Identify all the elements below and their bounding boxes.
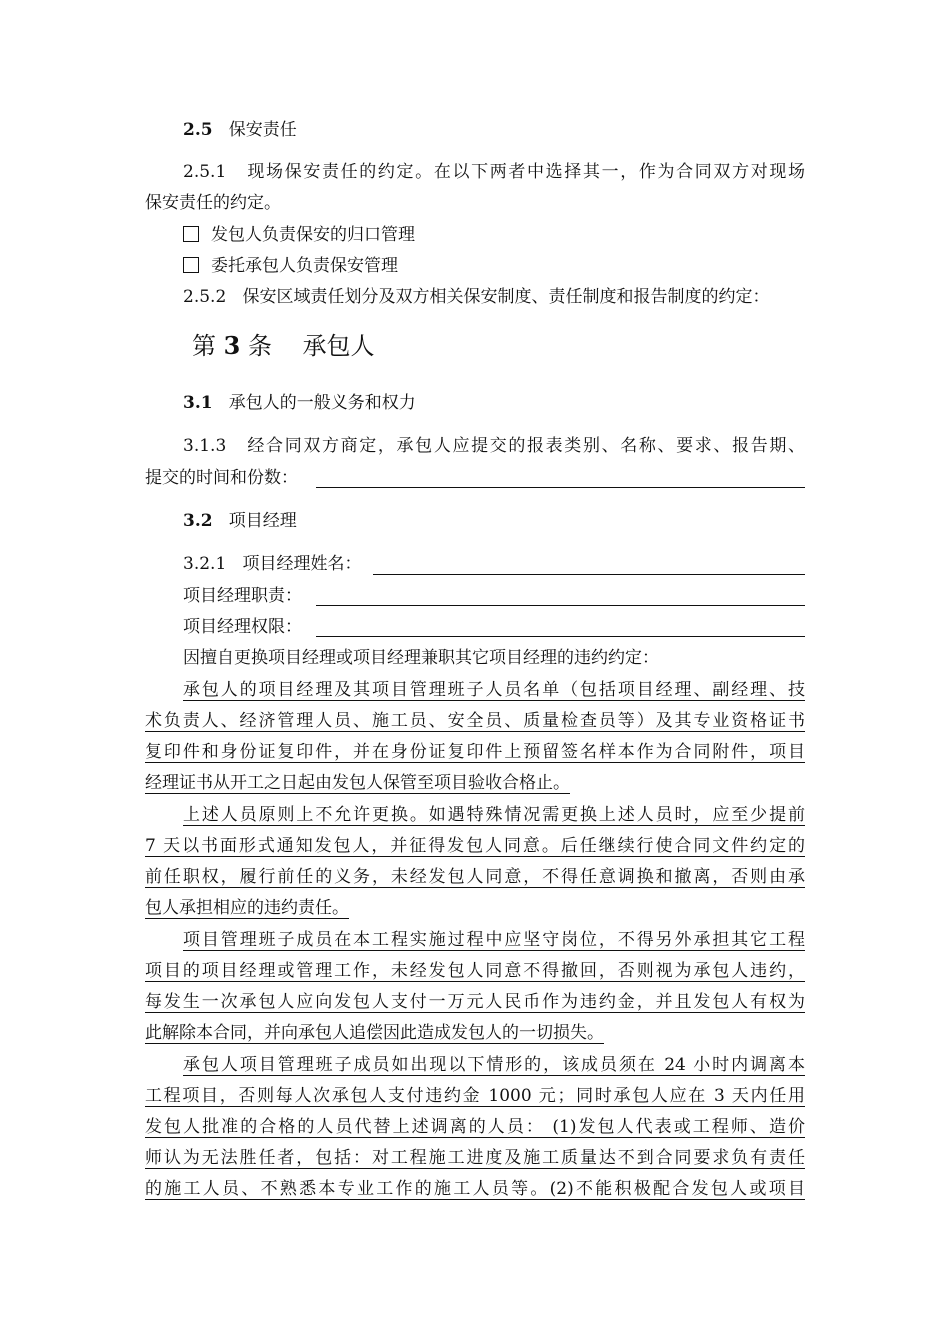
checkbox-icon[interactable] [183,226,199,242]
article-3-heading [192,330,375,362]
clause-text: 现场保安责任的约定。在以下两者中选择其一，作为合同双方对现场 [247,162,805,182]
para4-line2: 工程项目，否则每人次承包人支付违约金 1000 元；同时承包人应在 3 天内任用 [145,1086,805,1106]
article-suffix: 条 [247,332,272,360]
para2-line2: 7 天以书面形式通知发包人，并征得发包人同意。后任继续行使合同文件约定的 [145,836,805,856]
clause-number: 2.5.2 [183,287,227,307]
article-prefix: 第 [192,332,216,360]
pm-duty-blank[interactable] [316,605,805,606]
section-2-5-1-line1 [183,159,805,185]
pm-name-row [183,551,361,577]
clause-number: 3.1.3 [183,436,227,456]
para3-line3: 每发生一次承包人应向发包人支付一万元人民币作为违约金，并且发包人有权为 [145,992,805,1012]
para2-line3: 前任职权，履行前任的义务，未经发包人同意，不得任意调换和撤离，否则由承 [145,867,805,887]
section-3-2-heading [183,508,297,534]
pm-name-label: 项目经理姓名： [242,554,362,574]
clause-number: 2.5.1 [183,162,227,182]
pm-breach-label: 因擅自更换项目经理或项目经理兼职其它项目经理的违约约定： [183,648,659,668]
para3-line4: 此解除本合同，并向承包人追偿因此造成发包人的一切损失。 [145,1023,604,1043]
para1-line3: 复印件和身份证复印件，并在身份证复印件上预留签名样本作为合同附件，项目 [145,742,805,762]
para4-line5: 的施工人员、不熟悉本专业工作的施工人员等。(2)不能积极配合发包人或项目 [145,1179,805,1199]
section-title: 项目经理 [228,511,297,531]
section-title: 保安责任 [228,120,297,140]
clause-number: 3.2.1 [183,554,227,574]
section-2-5-1-line2: 保安责任的约定。 [145,193,281,213]
section-number: 3.2 [183,511,213,531]
para3-line1: 项目管理班子成员在本工程实施过程中应坚守岗位，不得另外承担其它工程 [183,930,805,950]
para4-line4: 师认为无法胜任者，包括：对工程施工进度及施工质量达不到合同要求负有责任 [145,1148,805,1168]
para1-line4: 经理证书从开工之日起由发包人保管至项目验收合格止。 [145,773,570,793]
clause-text: 保安区域责任划分及双方相关保安制度、责任制度和报告制度的约定： [242,287,770,307]
para2-line4: 包人承担相应的违约责任。 [145,898,349,918]
section-3-1-3-line2: 提交的时间和份数： [145,468,298,488]
section-2-5-2 [183,284,769,310]
section-3-1-heading [183,390,416,416]
pm-name-blank[interactable] [373,574,805,575]
section-3-1-3-line1 [183,433,805,459]
report-requirements-blank[interactable] [316,487,805,488]
para4-line3: 发包人批准的合格的人员代替上述调离的人员： (1)发包人代表或工程师、造价 [145,1117,805,1137]
clause-text: 经合同双方商定，承包人应提交的报表类别、名称、要求、报告期、 [247,436,805,456]
para1-line2: 术负责人、经济管理人员、施工员、安全员、质量检查员等）及其专业资格证书 [145,711,805,731]
pm-authority-blank[interactable] [316,636,805,637]
para3-line2: 项目的项目经理或管理工作，未经发包人同意不得撤回，否则视为承包人违约， [145,961,805,981]
article-title: 承包人 [302,332,375,360]
option-label: 委托承包人负责保安管理 [211,256,398,276]
option-owner-security[interactable] [183,222,415,248]
section-title: 承包人的一般义务和权力 [228,393,416,413]
para4-line1: 承包人项目管理班子成员如出现以下情形的，该成员须在 24 小时内调离本 [183,1055,805,1075]
section-number: 2.5 [183,120,213,140]
section-2-5-heading [183,117,297,143]
para1-line1: 承包人的项目经理及其项目管理班子人员名单（包括项目经理、副经理、技 [183,680,805,700]
pm-duty-label: 项目经理职责： [183,586,302,606]
article-number: 3 [223,331,241,360]
checkbox-icon[interactable] [183,257,199,273]
pm-authority-label: 项目经理权限： [183,617,302,637]
section-number: 3.1 [183,393,213,413]
para2-line1: 上述人员原则上不允许更换。如遇特殊情况需更换上述人员时，应至少提前 [183,805,805,825]
option-label: 发包人负责保安的归口管理 [211,225,415,245]
option-contractor-security[interactable] [183,253,398,279]
